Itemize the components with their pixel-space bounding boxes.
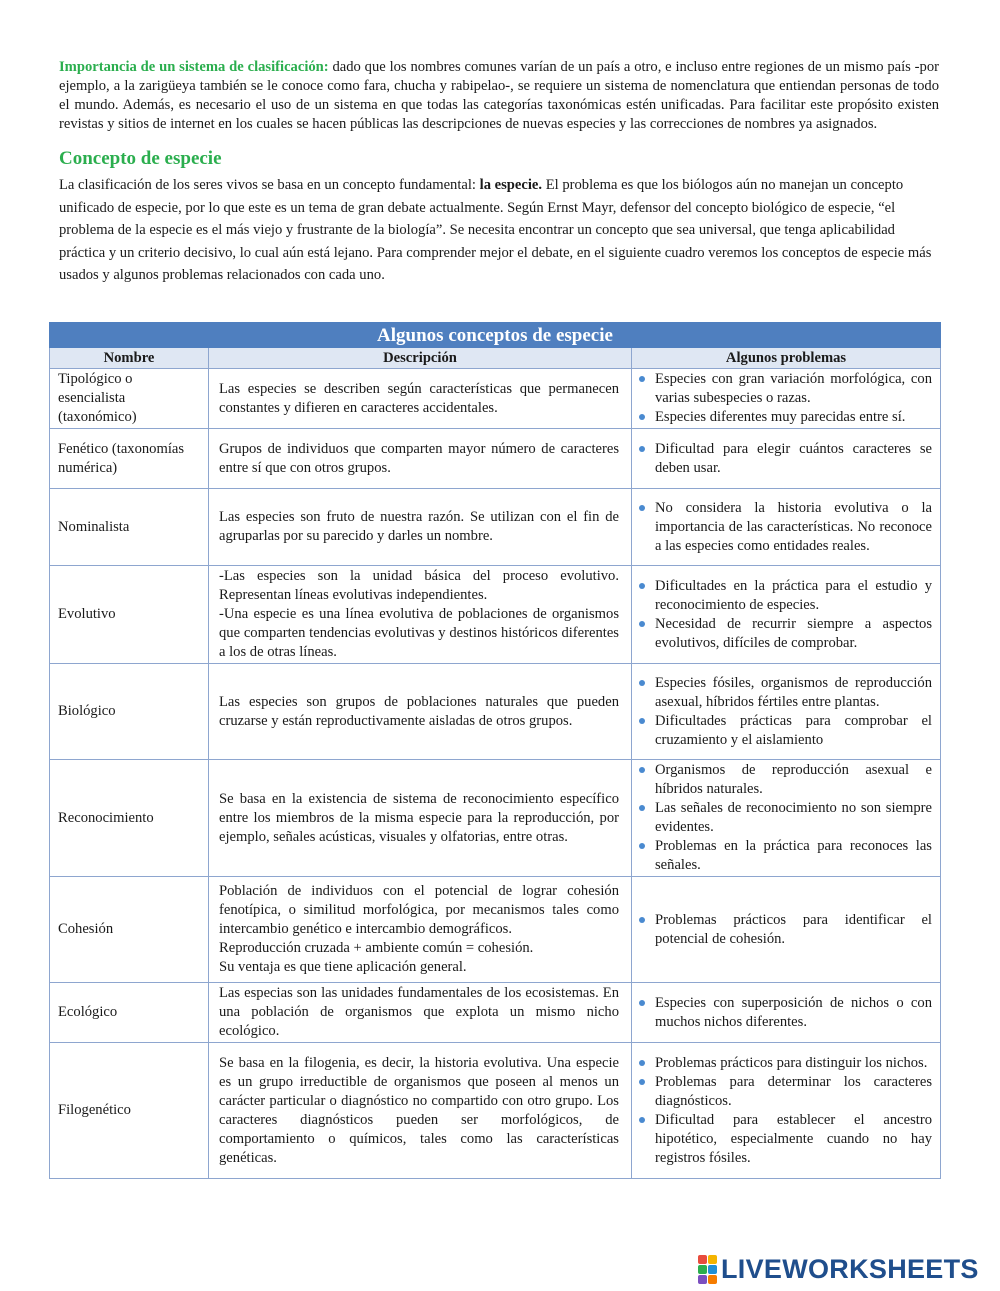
problem-item: Problemas para determinar los caracteres diagnósticos. [638, 1073, 932, 1111]
problem-item: Especies con gran variación morfológica, con varias subespecies o razas. [638, 370, 932, 408]
problems-list [638, 1054, 932, 1168]
concept-name: Cohesión [50, 877, 209, 983]
problems-list [638, 761, 932, 875]
intro-lead: Importancia de un sistema de clasificación: [59, 59, 329, 75]
concept-problems [632, 566, 941, 664]
problem-item: No considera la historia evolutiva o la importancia de las características. No reconoce a las especies como entidades reales. [638, 499, 932, 556]
concept-description [209, 664, 632, 760]
description-line: Su ventaja es que tiene aplicación general. [219, 959, 467, 975]
table-title-row [50, 323, 941, 348]
intro-paragraph [59, 58, 939, 134]
problem-item: Dificultad para elegir cuántos caracteres se deben usar. [638, 440, 932, 478]
table-row [50, 566, 941, 664]
problems-list [638, 911, 932, 949]
liveworksheets-logo [698, 1253, 979, 1285]
problems-list [638, 994, 932, 1032]
table-row [50, 489, 941, 566]
section-heading: Concepto de especie [59, 148, 222, 169]
concept-text-bold: la especie. [479, 177, 543, 193]
logo-square-icon [698, 1275, 707, 1284]
logo-square-icon [708, 1255, 717, 1264]
problem-item: Problemas prácticos para identificar el potencial de cohesión. [638, 911, 932, 949]
concept-text-before: La clasificación de los seres vivos se basa en un concepto fundamental: [59, 177, 480, 193]
description-line: Grupos de individuos que comparten mayor número de caracteres entre sí que con otros grupos. [219, 440, 619, 476]
table-row [50, 983, 941, 1043]
problem-item: Especies diferentes muy parecidas entre sí. [638, 408, 932, 427]
concept-description [209, 877, 632, 983]
problem-item: Necesidad de recurrir siempre a aspectos evolutivos, difíciles de comprobar. [638, 615, 932, 653]
problem-item: Especies fósiles, organismos de reproducción asexual, híbridos fértiles entre plantas. [638, 674, 932, 712]
description-line: Las especies son fruto de nuestra razón. Se utilizan con el fin de agruparlas por su parecido y darles un nombre. [219, 509, 619, 544]
concept-text-after: El problema es que los biólogos aún no manejan un concepto unificado de especie, por lo que este es un tema de gran debate actualmente. Según Ernst Mayr, defensor del concepto biológico de especie, “el problema de la especie es el más viejo y frustrante de la biología”. Se necesita encontrar un concepto que sea universal, que tenga aplicabilidad práctica y un criterio decisivo, lo cual aún está lejano. Para comprender mejor el debate, en el siguiente cuadro veremos los conceptos de especie más usados y algunos problemas relacionados con cada uno. [59, 177, 932, 283]
concept-problems [632, 877, 941, 983]
problem-item: Las señales de reconocimiento no son siempre evidentes. [638, 799, 932, 837]
description-line: Las especias son las unidades fundamentales de los ecosistemas. En una población de organismos que explota un mismo nicho ecológico. [219, 985, 619, 1039]
table-row [50, 664, 941, 760]
page-content [59, 58, 939, 287]
problems-list [638, 440, 932, 478]
concept-paragraph [59, 174, 939, 287]
concept-name: Fenético (taxonomías numérica) [50, 429, 209, 489]
description-line: -Las especies son la unidad básica del proceso evolutivo. Representan líneas evolutivas independientes. [219, 568, 619, 603]
logo-square-icon [698, 1265, 707, 1274]
problem-item: Dificultades prácticas para comprobar el cruzamiento y el aislamiento [638, 712, 932, 750]
table-body [50, 369, 941, 1179]
problem-item: Especies con superposición de nichos o con muchos nichos diferentes. [638, 994, 932, 1032]
problems-list [638, 577, 932, 653]
problems-list [638, 499, 932, 556]
table-row [50, 760, 941, 877]
intro-text: dado que los nombres comunes varían de un país a otro, e incluso entre regiones de un mismo país -por ejemplo, a la zarigüeya también se le conoce como fara, chucha y rabipelao-, se requiere un sistema de nomenclatura que entiendan personas de todo el mundo. Además, es necesario el uso de un sistema en que todas las categorías taxonómicas estén unificadas. Para facilitar este propósito existen revistas y sitios de internet en los cuales se hacen públicas las descripciones de nuevas especies y las correcciones de nombres ya asignados. [59, 59, 939, 132]
logo-square-icon [708, 1265, 717, 1274]
concept-problems [632, 760, 941, 877]
table-row [50, 877, 941, 983]
species-concepts-table [49, 322, 941, 1179]
problems-list [638, 674, 932, 750]
concept-problems [632, 489, 941, 566]
concept-name: Nominalista [50, 489, 209, 566]
table-title: Algunos conceptos de especie [50, 323, 941, 348]
concept-problems [632, 664, 941, 760]
description-line: Población de individuos con el potencial de lograr cohesión fenotípica, o similitud morfológica, por mecanismos tales como intercambio genético e intercambio demográficos. [219, 883, 619, 937]
problem-item: Dificultades en la práctica para el estudio y reconocimiento de especies. [638, 577, 932, 615]
concept-description [209, 566, 632, 664]
concept-description [209, 983, 632, 1043]
concept-name: Ecológico [50, 983, 209, 1043]
concept-description [209, 369, 632, 429]
description-line: Se basa en la existencia de sistema de reconocimiento específico entre los miembros de la misma especie para la reproducción, por ejemplo, señales acústicas, visuales y olfatorias, entre otras. [219, 790, 619, 845]
problem-item: Dificultad para establecer el ancestro hipotético, especialmente cuando no hay registros fósiles. [638, 1111, 932, 1168]
concept-description [209, 760, 632, 877]
problems-list [638, 370, 932, 427]
problem-item: Organismos de reproducción asexual e híbridos naturales. [638, 761, 932, 799]
concept-description [209, 489, 632, 566]
concept-problems [632, 983, 941, 1043]
header-problemas: Algunos problemas [632, 348, 941, 369]
description-line: Se basa en la filogenia, es decir, la historia evolutiva. Una especie es un grupo irreductible de organismos que poseen al menos un carácter particular o diagnóstico no compartido con otro grupo. Los caracteres diagnósticos pueden ser morfológicos, de comportamiento o químicos, tales como las características genéticas. [219, 1054, 619, 1166]
concept-problems [632, 429, 941, 489]
logo-mark-icon [698, 1255, 717, 1284]
concept-problems [632, 1043, 941, 1179]
header-descripcion: Descripción [209, 348, 632, 369]
concept-name: Evolutivo [50, 566, 209, 664]
concept-problems [632, 369, 941, 429]
table-header-row [50, 348, 941, 369]
problem-item: Problemas prácticos para distinguir los nichos. [638, 1054, 932, 1073]
logo-square-icon [708, 1275, 717, 1284]
header-nombre: Nombre [50, 348, 209, 369]
table-row [50, 1043, 941, 1179]
concept-name: Tipológico o esencialista (taxonómico) [50, 369, 209, 429]
description-line: Las especies se describen según características que permanecen constantes y difieren en caracteres accidentales. [219, 380, 619, 416]
description-line: -Una especie es una línea evolutiva de poblaciones de organismos que comparten tendencias evolutivas y destinos históricos diferentes a los de otras líneas. [219, 606, 619, 660]
concept-name: Biológico [50, 664, 209, 760]
table-row [50, 369, 941, 429]
concept-description [209, 1043, 632, 1179]
concept-name: Reconocimiento [50, 760, 209, 877]
concept-description [209, 429, 632, 489]
description-line: Las especies son grupos de poblaciones naturales que pueden cruzarse y están reproductivamente aisladas de otros grupos. [219, 693, 619, 729]
logo-square-icon [698, 1255, 707, 1264]
concept-name: Filogenético [50, 1043, 209, 1179]
table-row [50, 429, 941, 489]
problem-item: Problemas en la práctica para reconoces las señales. [638, 837, 932, 875]
description-line: Reproducción cruzada + ambiente común = cohesión. [219, 940, 534, 956]
logo-text: LIVEWORKSHEETS [721, 1253, 979, 1284]
